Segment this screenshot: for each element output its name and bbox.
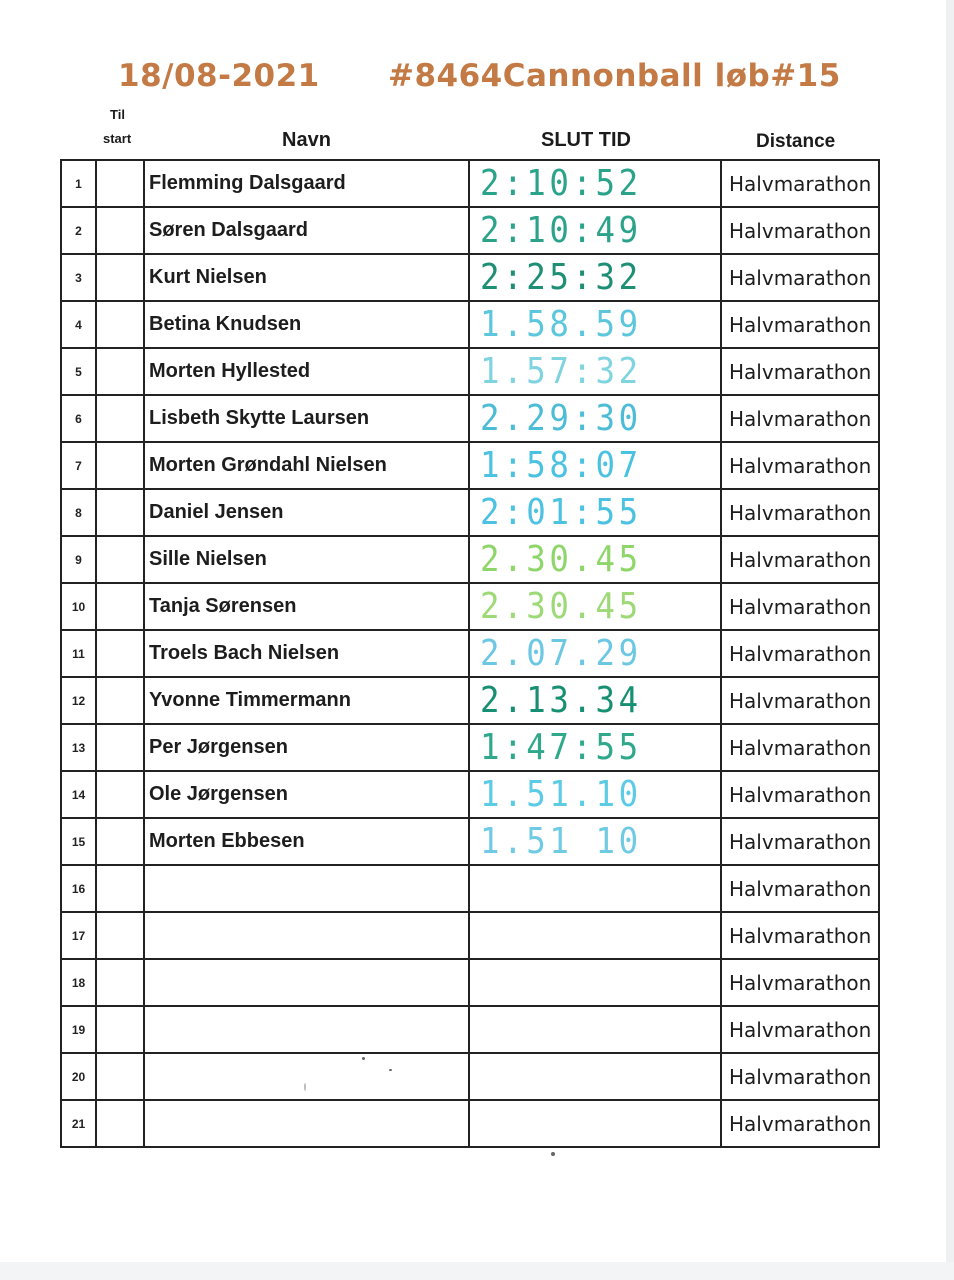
start-label: start [103, 131, 132, 146]
start-check-cell [96, 1053, 144, 1100]
finish-time: 1:58:07 [480, 445, 642, 486]
finish-time: 2.07.29 [480, 633, 642, 674]
row-number: 20 [61, 1053, 96, 1100]
runner-name: Flemming Dalsgaard [144, 160, 469, 207]
row-number: 21 [61, 1100, 96, 1147]
finish-time-cell [469, 1006, 721, 1053]
runner-name [144, 865, 469, 912]
pen-mark [362, 1057, 365, 1060]
start-check-cell [96, 442, 144, 489]
start-check-cell [96, 630, 144, 677]
runner-name [144, 912, 469, 959]
table-row [61, 630, 879, 677]
row-number: 16 [61, 865, 96, 912]
finish-time-cell [469, 959, 721, 1006]
finish-time-cell [469, 677, 721, 724]
distance-value: Halvmarathon [721, 348, 879, 395]
page-edge-right [946, 0, 954, 1280]
finish-time-cell [469, 348, 721, 395]
row-number: 6 [61, 395, 96, 442]
start-check-cell [96, 771, 144, 818]
runner-name: Tanja Sørensen [144, 583, 469, 630]
slut-tid-column-header: SLUT TID [541, 129, 631, 151]
start-check-cell [96, 865, 144, 912]
finish-time-cell [469, 818, 721, 865]
table-row [61, 489, 879, 536]
distance-column-header: Distance [756, 131, 836, 152]
row-number: 18 [61, 959, 96, 1006]
distance-value: Halvmarathon [721, 912, 879, 959]
start-check-cell [96, 1100, 144, 1147]
sheet-title: #8464Cannonball løb#15 [388, 58, 841, 94]
distance-value: Halvmarathon [721, 1006, 879, 1053]
finish-time-cell [469, 865, 721, 912]
distance-value: Halvmarathon [721, 1100, 879, 1147]
finish-time: 2:25:32 [480, 257, 642, 298]
row-number: 5 [61, 348, 96, 395]
distance-value: Halvmarathon [721, 724, 879, 771]
row-number: 10 [61, 583, 96, 630]
distance-value: Halvmarathon [721, 771, 879, 818]
distance-value: Halvmarathon [721, 160, 879, 207]
start-check-cell [96, 536, 144, 583]
distance-value: Halvmarathon [721, 630, 879, 677]
runner-name: Ole Jørgensen [144, 771, 469, 818]
til-label: Til [110, 107, 125, 122]
runner-name: Yvonne Timmermann [144, 677, 469, 724]
table-row [61, 818, 879, 865]
runner-name: Sille Nielsen [144, 536, 469, 583]
row-number: 11 [61, 630, 96, 677]
distance-value: Halvmarathon [721, 536, 879, 583]
distance-value: Halvmarathon [721, 254, 879, 301]
distance-value: Halvmarathon [721, 395, 879, 442]
table-row [61, 677, 879, 724]
finish-time-cell [469, 489, 721, 536]
finish-time-cell [469, 771, 721, 818]
row-number: 19 [61, 1006, 96, 1053]
table-row [61, 442, 879, 489]
start-check-cell [96, 348, 144, 395]
table-row [61, 301, 879, 348]
runner-name [144, 1100, 469, 1147]
finish-time: 1.51.10 [480, 774, 642, 815]
runner-name: Betina Knudsen [144, 301, 469, 348]
finish-time-cell [469, 1100, 721, 1147]
table-row [61, 771, 879, 818]
finish-time: 2.30.45 [480, 539, 642, 580]
pen-mark [304, 1083, 306, 1091]
table-row [61, 536, 879, 583]
row-number: 17 [61, 912, 96, 959]
pen-mark [551, 1152, 555, 1156]
runner-name: Søren Dalsgaard [144, 207, 469, 254]
distance-value: Halvmarathon [721, 442, 879, 489]
results-table [60, 159, 880, 1148]
start-check-cell [96, 254, 144, 301]
start-check-cell [96, 912, 144, 959]
pen-mark [389, 1069, 392, 1071]
finish-time-cell [469, 912, 721, 959]
finish-time: 1.51 10 [480, 821, 642, 862]
distance-value: Halvmarathon [721, 489, 879, 536]
start-check-cell [96, 395, 144, 442]
finish-time-cell [469, 395, 721, 442]
table-row [61, 348, 879, 395]
row-number: 3 [61, 254, 96, 301]
runner-name: Lisbeth Skytte Laursen [144, 395, 469, 442]
distance-value: Halvmarathon [721, 677, 879, 724]
finish-time: 2:10:52 [480, 163, 642, 204]
finish-time-cell [469, 536, 721, 583]
start-check-cell [96, 489, 144, 536]
table-row [61, 724, 879, 771]
finish-time-cell [469, 1053, 721, 1100]
row-number: 4 [61, 301, 96, 348]
navn-column-header: Navn [282, 129, 331, 151]
finish-time-cell [469, 442, 721, 489]
table-row [61, 254, 879, 301]
row-number: 2 [61, 207, 96, 254]
distance-value: Halvmarathon [721, 1053, 879, 1100]
row-number: 14 [61, 771, 96, 818]
row-number: 1 [61, 160, 96, 207]
finish-time: 2.13.34 [480, 680, 642, 721]
distance-value: Halvmarathon [721, 865, 879, 912]
start-check-cell [96, 160, 144, 207]
row-number: 8 [61, 489, 96, 536]
start-check-cell [96, 301, 144, 348]
finish-time: 1:47:55 [480, 727, 642, 768]
runner-name: Troels Bach Nielsen [144, 630, 469, 677]
runner-name [144, 1006, 469, 1053]
finish-time-cell [469, 583, 721, 630]
table-row [61, 395, 879, 442]
finish-time-cell [469, 207, 721, 254]
distance-value: Halvmarathon [721, 959, 879, 1006]
row-number: 7 [61, 442, 96, 489]
table-row [61, 959, 879, 1006]
start-check-cell [96, 677, 144, 724]
table-row [61, 207, 879, 254]
row-number: 15 [61, 818, 96, 865]
finish-time: 2.29:30 [480, 398, 642, 439]
table-row [61, 912, 879, 959]
finish-time-cell [469, 254, 721, 301]
runner-name [144, 1053, 469, 1100]
row-number: 13 [61, 724, 96, 771]
table-row [61, 1053, 879, 1100]
table-row [61, 583, 879, 630]
page-edge-bottom [0, 1262, 954, 1280]
start-check-cell [96, 959, 144, 1006]
start-check-cell [96, 1006, 144, 1053]
table-row [61, 1100, 879, 1147]
finish-time: 2:01:55 [480, 492, 642, 533]
row-number: 12 [61, 677, 96, 724]
finish-time: 2:10:49 [480, 210, 642, 251]
runner-name: Morten Grøndahl Nielsen [144, 442, 469, 489]
distance-value: Halvmarathon [721, 301, 879, 348]
sheet-date: 18/08-2021 [118, 58, 320, 94]
distance-value: Halvmarathon [721, 583, 879, 630]
finish-time-cell [469, 724, 721, 771]
start-check-cell [96, 818, 144, 865]
row-number: 9 [61, 536, 96, 583]
start-check-cell [96, 207, 144, 254]
table-row [61, 865, 879, 912]
table-row [61, 1006, 879, 1053]
start-check-cell [96, 583, 144, 630]
finish-time-cell [469, 630, 721, 677]
distance-value: Halvmarathon [721, 818, 879, 865]
runner-name [144, 959, 469, 1006]
distance-value: Halvmarathon [721, 207, 879, 254]
runner-name: Morten Ebbesen [144, 818, 469, 865]
table-row [61, 160, 879, 207]
runner-name: Morten Hyllested [144, 348, 469, 395]
finish-time: 2.30.45 [480, 586, 642, 627]
runner-name: Daniel Jensen [144, 489, 469, 536]
start-check-cell [96, 724, 144, 771]
finish-time: 1.58.59 [480, 304, 642, 345]
runner-name: Per Jørgensen [144, 724, 469, 771]
runner-name: Kurt Nielsen [144, 254, 469, 301]
finish-time-cell [469, 160, 721, 207]
finish-time-cell [469, 301, 721, 348]
finish-time: 1.57:32 [480, 351, 642, 392]
